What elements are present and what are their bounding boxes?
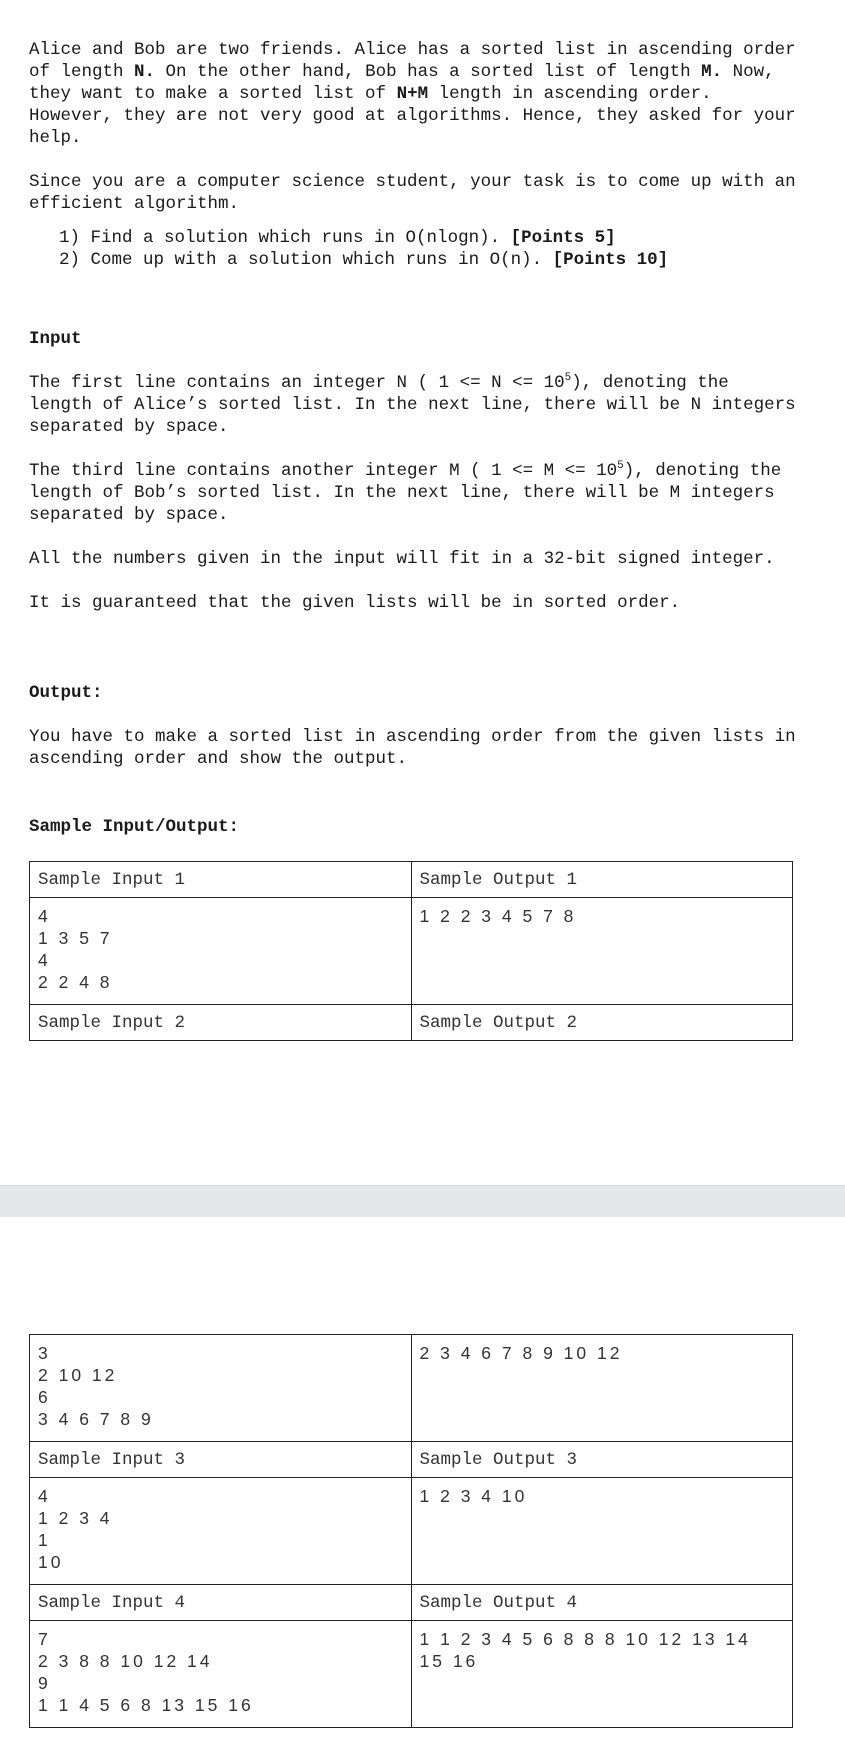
input-heading: Input [29, 329, 82, 349]
sample-input-3-body [30, 1478, 412, 1585]
samples-table [29, 861, 793, 1041]
sample-line: 9 [38, 1673, 51, 1693]
sample-line: 4 [38, 1486, 51, 1506]
table-row [30, 1621, 793, 1728]
document-page-2 [0, 1217, 845, 1753]
intro-nm-bold: N+M [396, 84, 429, 104]
input-p2-text-b: ), denoting the length of Bob’s sorted list. In the next line, there will be M integers separated by space. [29, 461, 792, 525]
sample-line: 7 [38, 1629, 51, 1649]
page-break [0, 1185, 845, 1218]
sample-input-2-label: Sample Input 2 [30, 1005, 412, 1041]
task-1-points: [Points 5] [510, 228, 616, 248]
samples-table-continued [29, 1334, 793, 1728]
samples-table-part-1 [29, 861, 799, 1041]
intro-n-bold: N. [134, 62, 156, 82]
table-row [30, 862, 793, 898]
sample-input-2-body [30, 1335, 412, 1442]
input-p1-text-b: ), denoting the length of Alice’s sorted list. In the next line, there will be N integers separated by space. [29, 373, 807, 437]
sample-input-4-label: Sample Input 4 [30, 1585, 412, 1621]
table-row [30, 1585, 793, 1621]
sample-output-3-body: 1 2 3 4 10 [411, 1478, 793, 1585]
input-paragraph-4: It is guaranteed that the given lists will be in sorted order. [29, 593, 681, 613]
input-p1-exponent: 5 [564, 372, 572, 384]
intro-m-bold: M. [701, 62, 723, 82]
task-2-text: 2) Come up with a solution which runs in O(n). [59, 250, 553, 270]
sample-line: 4 [38, 950, 51, 970]
sample-output-2-label: Sample Output 2 [411, 1005, 793, 1041]
sample-line: 4 [38, 906, 51, 926]
sample-line: 3 4 6 7 8 9 [38, 1409, 154, 1429]
sample-output-1-label: Sample Output 1 [411, 862, 793, 898]
table-row [30, 1478, 793, 1585]
intro-text-3: Now, they want to make a sorted list of [29, 62, 786, 104]
input-p2-text-a: The third line contains another integer M ( 1 <= M <= 10 [29, 461, 618, 481]
input-p2-exponent: 5 [617, 460, 624, 472]
sample-output-3-label: Sample Output 3 [411, 1442, 793, 1478]
sample-line: 1 3 5 7 [38, 928, 113, 948]
sample-line: 2 2 4 8 [38, 972, 113, 992]
task-item-2 [59, 249, 799, 271]
input-p1-text-a: The first line contains an integer N ( 1 <= N <= 10 [29, 373, 565, 393]
output-paragraph: You have to make a sorted list in ascending order from the given lists in ascending order and show the output. [29, 727, 807, 769]
sample-input-3-label: Sample Input 3 [30, 1442, 412, 1478]
sample-output-1-body: 1 2 2 3 4 5 7 8 [411, 898, 793, 1005]
task-intro-paragraph: Since you are a computer science student, your task is to come up with an efficient algorithm. [29, 172, 807, 214]
sample-line: 10 [38, 1552, 64, 1572]
intro-text-1: Alice and Bob are two friends. Alice has a sorted list in ascending order of length [29, 40, 807, 82]
samples-table-part-2 [29, 1334, 799, 1728]
sample-output-4-label: Sample Output 4 [411, 1585, 793, 1621]
task-1-text: 1) Find a solution which runs in O(nlogn). [59, 228, 511, 248]
sample-line: 6 [38, 1387, 51, 1407]
intro-paragraph [29, 39, 807, 149]
sample-input-1-body [30, 898, 412, 1005]
input-paragraph-1 [29, 372, 807, 438]
intro-text-4: length in ascending order. However, they are not very good at algorithms. Hence, they asked for your help. [29, 84, 807, 148]
sample-output-4-body: 1 1 2 3 4 5 6 8 8 8 10 12 13 14 15 16 [411, 1621, 793, 1728]
output-section [29, 726, 807, 770]
task-item-1 [59, 227, 799, 249]
sample-input-1-label: Sample Input 1 [30, 862, 412, 898]
problem-statement [29, 39, 807, 271]
sample-line: 2 3 8 8 10 12 14 [38, 1651, 213, 1671]
sample-line: 2 10 12 [38, 1365, 118, 1385]
sample-line: 1 [38, 1530, 51, 1550]
table-row [30, 1005, 793, 1041]
output-heading: Output: [29, 683, 103, 703]
intro-text-2: On the other hand, Bob has a sorted list of length [155, 62, 702, 82]
sample-output-2-body: 2 3 4 6 7 8 9 10 12 [411, 1335, 793, 1442]
sample-line: 1 1 4 5 6 8 13 15 16 [38, 1695, 254, 1715]
table-row [30, 898, 793, 1005]
input-paragraph-2 [29, 460, 799, 526]
table-row [30, 1442, 793, 1478]
sample-line: 1 2 3 4 [38, 1508, 113, 1528]
input-section [29, 372, 807, 636]
input-paragraph-3: All the numbers given in the input will fit in a 32-bit signed integer. [29, 549, 775, 569]
samples-heading: Sample Input/Output: [29, 817, 240, 837]
task-2-points: [Points 10] [552, 250, 669, 270]
sample-input-4-body [30, 1621, 412, 1728]
table-row [30, 1335, 793, 1442]
task-list [29, 227, 799, 271]
sample-line: 3 [38, 1343, 51, 1363]
